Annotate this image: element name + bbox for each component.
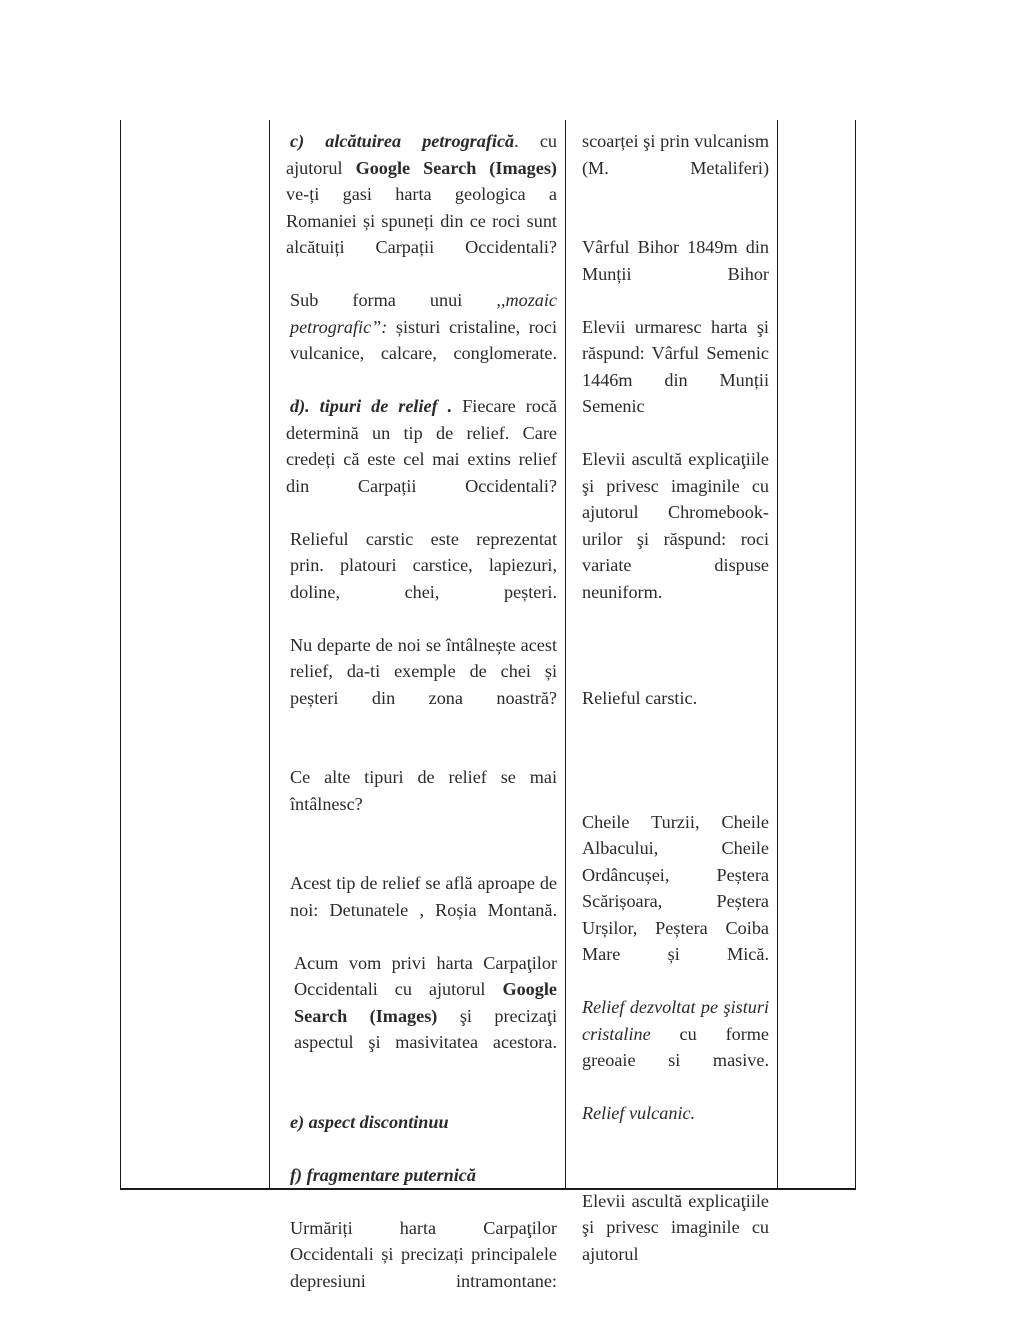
student-paragraph-7: Relief dezvoltat pe şisturi cristaline cu forme greoaie si masive. xyxy=(582,997,769,1070)
section-d-paragraph-4: Ce alte tipuri de relief se mai întâlnesc? xyxy=(290,767,557,814)
teacher-activity-column xyxy=(286,128,557,1321)
section-d-paragraph-2: Relieful carstic este reprezentat prin. platouri carstice, lapiezuri, doline, chei, peșteri. xyxy=(290,528,557,602)
section-c-title: c) alcătuirea petrografică xyxy=(290,131,515,151)
section-d-title: d). tipuri de relief . xyxy=(290,396,453,416)
section-c-answer: Sub forma unui ,,mozaic petrografic”: șisturi cristaline, roci vulcanice, calcare, conglomerate. xyxy=(290,290,557,363)
section-d-paragraph-5: Acest tip de relief se află aproape de noi: Detunatele , Roșia Montană. xyxy=(290,873,557,920)
column-divider-3 xyxy=(777,120,778,1188)
section-d: d). tipuri de relief . Fiecare rocă determină un tip de relief. Care credeți că este cel mai extins relief din Carpații Occidentali? xyxy=(286,396,557,496)
section-g-text: Urmăriți harta Carpaţilor Occidentali și precizați principalele depresiuni intramontane: xyxy=(290,1217,557,1291)
student-paragraph-2: Vârful Bihor 1849m din Munții Bihor xyxy=(582,237,769,284)
student-paragraph-9: Elevii ascultă explicaţiile şi privesc imaginile cu ajutorul xyxy=(582,1190,769,1264)
lesson-table xyxy=(120,120,856,1291)
student-paragraph-6: Cheile Turzii, Cheile Albacului, Cheile Ordâncușei, Peștera Scărișoara, Peștera Urșilor, Peștera Coiba Mare și Mică. xyxy=(582,811,769,964)
section-c: c) alcătuirea petrografică. cu ajutorul Google Search (Images) ve-ți gasi harta geologica a Romaniei și spuneți din ce roci sunt alcătuiți Carpații Occidentali? xyxy=(286,131,557,257)
section-d-paragraph-3: Nu departe de noi se întâlnește acest relief, da-ti exemple de chei și peșteri din zona noastră? xyxy=(290,634,557,708)
student-paragraph-8: Relief vulcanic. xyxy=(582,1103,696,1123)
google-search-label: Google Search (Images) xyxy=(355,157,557,178)
student-activity-column xyxy=(582,128,769,1294)
column-divider-2 xyxy=(565,120,566,1188)
student-paragraph-5: Relieful carstic. xyxy=(582,687,698,708)
student-paragraph-4: Elevii ascultă explicaţiile şi privesc imaginile cu ajutorul Chromebook-urilor şi răspund: roci variate dispuse neuniform. xyxy=(582,449,769,602)
student-paragraph-3: Elevii urmaresc harta şi răspund: Vârful Semenic 1446m din Munții Semenic xyxy=(582,316,769,416)
section-f-title: f) fragmentare puternică xyxy=(290,1164,476,1185)
section-e-title: e) aspect discontinuu xyxy=(290,1111,449,1132)
student-paragraph-1: scoarței şi prin vulcanism (M. Metaliferi) xyxy=(582,131,769,178)
column-divider-1 xyxy=(269,120,270,1188)
section-d-paragraph-6: Acum vom privi harta Carpaţilor Occidentali cu ajutorul Google Search (Images) şi precizaţi aspectul şi masivitatea acestora. xyxy=(294,952,557,1052)
